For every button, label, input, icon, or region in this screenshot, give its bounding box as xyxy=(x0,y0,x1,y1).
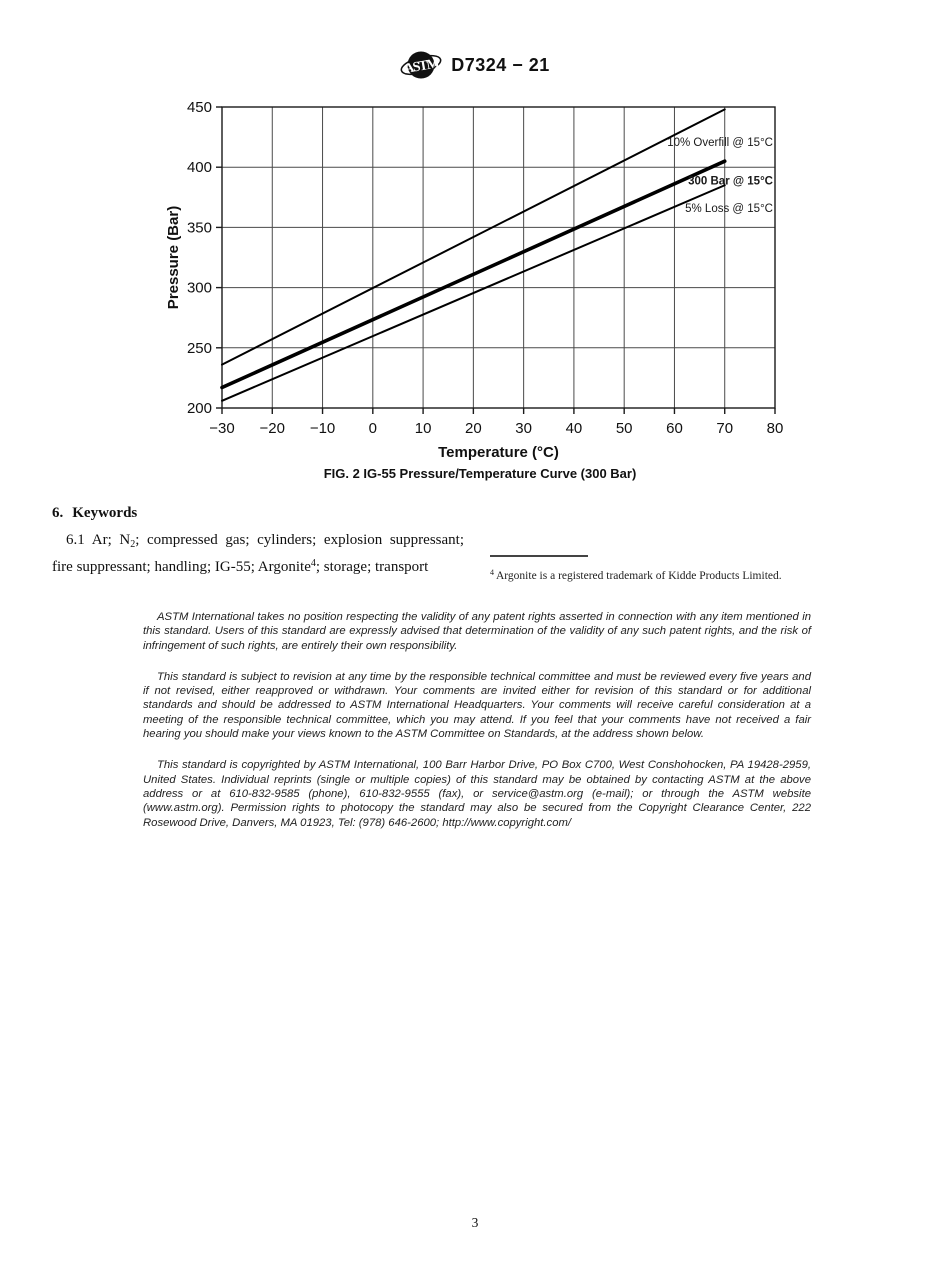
keywords-text: Ar; N xyxy=(91,532,131,548)
x-tick-label: 50 xyxy=(615,420,633,437)
pressure-temperature-chart xyxy=(160,92,800,464)
legal-notices xyxy=(143,610,811,847)
clause-number: 6.1 xyxy=(66,532,85,548)
section-title: Keywords xyxy=(72,505,138,521)
keywords-section xyxy=(52,505,464,577)
y-axis-title: Pressure (Bar) xyxy=(165,205,182,310)
y-tick-label: 350 xyxy=(186,219,212,237)
standard-designation: D7324 − 21 xyxy=(451,54,550,75)
y-tick-label: 200 xyxy=(186,400,212,417)
series-label: 10% Overfill @ 15°C xyxy=(667,136,773,149)
svg-text:ASTM: ASTM xyxy=(403,55,440,77)
y-tick-label: 250 xyxy=(186,339,212,357)
x-tick-label: 80 xyxy=(766,420,784,437)
footnote-text: $^4$ Argonite is a registered trademark of Kidde Products Limited. xyxy=(490,568,782,582)
footnote-rule xyxy=(490,555,588,557)
keywords-text: ; compressed gas; cylinders; explosion suppressant; fire suppressant; handling; IG-55; Argonite xyxy=(52,532,465,575)
plot-border xyxy=(222,107,775,408)
x-tick-label: −30 xyxy=(209,420,235,437)
keywords-text: ; storage; transport xyxy=(315,559,429,575)
series-label: 300 Bar @ 15°C xyxy=(688,175,773,188)
x-tick-label: 70 xyxy=(716,420,734,437)
revision-notice: This standard is subject to revision at any time by the responsible technical committee and must be reviewed every five years and if not revised, either reapproved or withdrawn. Your comments are invited either for revision of this standard or for additional standards and should be addressed to ASTM International Headquarters. Your comments will receive careful consideration at a meeting of the responsible technical committee, which you may attend. If you feel that your comments have not received a fair hearing you should make your views known to the ASTM Committee on Standards, at the address shown below. xyxy=(143,670,811,741)
x-tick-label: 60 xyxy=(666,420,683,437)
page-footer xyxy=(0,1214,950,1232)
copyright-notice: This standard is copyrighted by ASTM International, 100 Barr Harbor Drive, PO Box C700, West Conshohocken, PA 19428-2959, United States. Individual reprints (single or multiple copies) of this standard may be obtained by contacting ASTM at the above address or at 610-832-9585 (phone), 610-832-9555 (fax), or service@astm.org (e-mail); or through the ASTM website (www.astm.org). Permission rights to photocopy the standard may also be secured from the Copyright Clearance Center, 222 Rosewood Drive, Danvers, MA 01923, Tel: (978) 646-2600; http://www.copyright.com/ xyxy=(143,759,811,829)
y-tick-label: 450 xyxy=(186,99,212,116)
x-tick-label: 0 xyxy=(368,420,377,437)
keywords-heading xyxy=(52,505,464,522)
keywords-paragraph xyxy=(52,531,464,577)
footnote-marker: 4 xyxy=(490,568,494,577)
x-axis-title: Temperature (°C) xyxy=(438,444,559,461)
y-tick-label: 300 xyxy=(186,279,212,297)
figure-2 xyxy=(160,92,800,481)
astm-logo-icon xyxy=(400,47,442,83)
x-tick-label: −10 xyxy=(309,420,336,437)
series-label: 5% Loss @ 15°C xyxy=(685,203,773,216)
footnote xyxy=(490,555,902,583)
patent-disclaimer: ASTM International takes no position respecting the validity of any patent rights asserted in connection with any item mentioned in this standard. Users of this standard are expressly advised that determination of the validity of any such patent rights, and the risk of infringement of such rights, are entirely their own responsibility. xyxy=(143,611,811,652)
subscript: 2 xyxy=(130,539,136,550)
y-tick-label: 400 xyxy=(186,159,212,177)
x-tick-label: 40 xyxy=(565,420,583,437)
x-tick-label: −20 xyxy=(259,420,285,437)
doc-header xyxy=(0,44,950,86)
x-tick-label: 30 xyxy=(515,420,532,437)
x-tick-label: 10 xyxy=(414,420,432,437)
page-number: 3 xyxy=(471,1215,479,1230)
section-number: 6. xyxy=(52,505,64,521)
footnote-reference: 4 xyxy=(310,558,316,569)
x-tick-label: 20 xyxy=(465,420,482,437)
figure-caption: FIG. 2 IG-55 Pressure/Temperature Curve (300 Bar) xyxy=(323,466,637,481)
